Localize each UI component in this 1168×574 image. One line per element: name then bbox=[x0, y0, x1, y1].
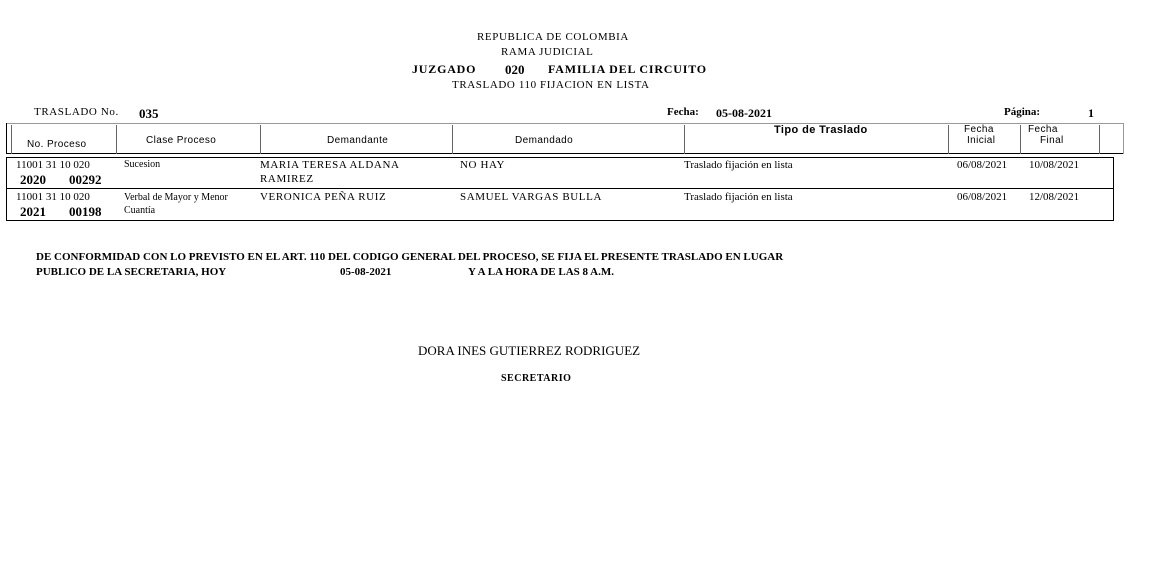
column-header-fecha-inicial-2: Inicial bbox=[967, 135, 996, 146]
tipo-traslado: Traslado fijación en lista bbox=[684, 191, 793, 203]
court-name: FAMILIA DEL CIRCUITO bbox=[548, 62, 707, 76]
branch-heading: RAMA JUDICIAL bbox=[501, 46, 594, 58]
fecha-inicial: 06/08/2021 bbox=[957, 191, 1008, 203]
clase-proceso: Verbal de Mayor y Menor bbox=[124, 192, 228, 203]
column-header-fecha-final-2: Final bbox=[1040, 135, 1064, 146]
proceso-number: 00198 bbox=[69, 204, 102, 219]
fecha-final: 10/08/2021 bbox=[1029, 159, 1080, 171]
demandante: VERONICA PEÑA RUIZ bbox=[260, 191, 387, 203]
proceso-year: 2021 bbox=[20, 204, 46, 219]
document-subtitle: TRASLADO 110 FIJACION EN LISTA bbox=[452, 79, 650, 91]
fecha-inicial: 06/08/2021 bbox=[957, 159, 1008, 171]
clase-proceso: Sucesion bbox=[124, 159, 161, 170]
court-label: JUZGADO bbox=[412, 62, 477, 76]
column-header-fecha-inicial-1: Fecha bbox=[964, 124, 994, 135]
column-header-no-proceso: No. Proceso bbox=[27, 139, 87, 150]
clase-proceso-cont: Cuantía bbox=[124, 205, 156, 216]
column-header-clase-proceso: Clase Proceso bbox=[146, 135, 217, 146]
column-header-tipo-traslado: Tipo de Traslado bbox=[774, 124, 868, 136]
proceso-number: 00292 bbox=[69, 172, 102, 187]
signature-name: DORA INES GUTIERREZ RODRIGUEZ bbox=[418, 343, 641, 358]
signature-title: SECRETARIO bbox=[501, 373, 572, 384]
notice-hour: Y A LA HORA DE LAS 8 A.M. bbox=[468, 266, 614, 278]
fecha-label: Fecha: bbox=[667, 106, 699, 118]
demandante-cont: RAMIREZ bbox=[260, 173, 314, 185]
traslado-label: TRASLADO No. bbox=[34, 106, 119, 118]
demandante: MARIA TERESA ALDANA bbox=[260, 159, 400, 171]
column-header-demandado: Demandado bbox=[515, 135, 574, 146]
column-header-fecha-final-1: Fecha bbox=[1028, 124, 1058, 135]
fecha-value: 05-08-2021 bbox=[716, 106, 772, 120]
pagina-label: Página: bbox=[1004, 106, 1041, 118]
demandado: SAMUEL VARGAS BULLA bbox=[460, 191, 602, 203]
column-header-demandante: Demandante bbox=[327, 135, 389, 146]
notice-line-2: PUBLICO DE LA SECRETARIA, HOY bbox=[36, 266, 227, 278]
notice-line-1: DE CONFORMIDAD CON LO PREVISTO EN EL ART. 110 DEL CODIGO GENERAL DEL PROCESO, SE FIJA EL PRESENTE TRASLADO EN LUGAR bbox=[36, 251, 784, 263]
notice-date: 05-08-2021 bbox=[340, 266, 392, 278]
proceso-code: 11001 31 10 020 bbox=[16, 191, 90, 203]
court-number: 020 bbox=[505, 62, 525, 77]
traslado-number: 035 bbox=[139, 106, 159, 121]
country-heading: REPUBLICA DE COLOMBIA bbox=[477, 31, 629, 43]
tipo-traslado: Traslado fijación en lista bbox=[684, 159, 793, 171]
demandado: NO HAY bbox=[460, 159, 506, 171]
proceso-code: 11001 31 10 020 bbox=[16, 159, 90, 171]
pagina-value: 1 bbox=[1088, 106, 1094, 120]
fecha-final: 12/08/2021 bbox=[1029, 191, 1080, 203]
proceso-year: 2020 bbox=[20, 172, 46, 187]
